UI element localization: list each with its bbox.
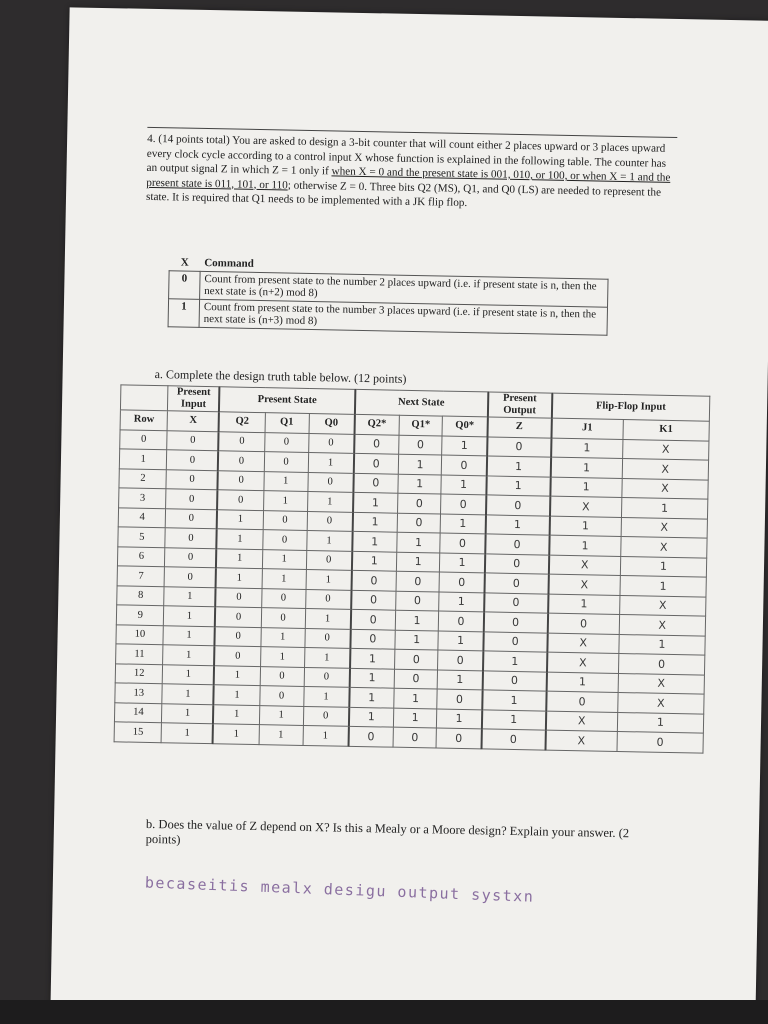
truth-cell: 1 bbox=[438, 670, 483, 690]
truth-cell: 7 bbox=[117, 566, 165, 586]
truth-cell: 1 bbox=[349, 668, 394, 688]
truth-cell: 2 bbox=[119, 468, 167, 488]
truth-cell: 14 bbox=[114, 702, 162, 722]
col-header: Q0* bbox=[442, 416, 487, 436]
truth-cell: 9 bbox=[116, 605, 164, 625]
problem-statement bbox=[146, 127, 677, 215]
truth-table bbox=[114, 384, 711, 753]
truth-cell: 0 bbox=[441, 494, 486, 514]
truth-cell: 15 bbox=[114, 722, 162, 742]
truth-cell: 1 bbox=[352, 512, 397, 532]
truth-cell: 0 bbox=[546, 691, 618, 712]
truth-cell: 1 bbox=[485, 514, 549, 535]
truth-cell: 1 bbox=[350, 648, 395, 668]
truth-cell: 1 bbox=[481, 709, 545, 730]
problem-condition: when X = 0 and the present state is 001, 010, or 100, or when X = 1 and the present state is 011, 101, or 110 bbox=[146, 165, 671, 192]
desk-background bbox=[0, 1000, 768, 1024]
truth-cell: 1 bbox=[621, 498, 708, 519]
col-header: Row bbox=[120, 410, 168, 430]
truth-cell: 0 bbox=[260, 666, 304, 686]
truth-cell: 1 bbox=[548, 594, 620, 615]
group-header-present-state: Present State bbox=[219, 387, 355, 415]
truth-cell: 1 bbox=[441, 475, 486, 495]
truth-cell: 1 bbox=[213, 724, 259, 744]
truth-cell: 0 bbox=[167, 430, 219, 450]
col-header: J1 bbox=[551, 418, 623, 439]
truth-cell: 1 bbox=[440, 553, 485, 573]
truth-cell: 0 bbox=[393, 727, 437, 747]
truth-cell: 1 bbox=[482, 690, 546, 711]
truth-cell: 1 bbox=[549, 516, 621, 537]
truth-cell: 1 bbox=[437, 709, 482, 729]
truth-cell: 1 bbox=[308, 452, 354, 472]
truth-cell: 0 bbox=[218, 451, 264, 471]
truth-cell: 4 bbox=[118, 507, 166, 527]
truth-cell: 0 bbox=[442, 455, 487, 475]
truth-cell: 0 bbox=[353, 473, 398, 493]
truth-cell: 0 bbox=[354, 434, 399, 454]
truth-cell: 0 bbox=[264, 452, 308, 472]
truth-cell: X bbox=[548, 555, 620, 576]
col-header: Q1* bbox=[399, 415, 443, 435]
truth-cell: 1 bbox=[259, 705, 303, 725]
truth-cell: 0 bbox=[261, 608, 305, 628]
truth-cell: 0 bbox=[487, 436, 551, 457]
truth-cell: 0 bbox=[397, 493, 441, 513]
truth-cell: 1 bbox=[620, 556, 707, 577]
truth-cell: 1 bbox=[441, 514, 486, 534]
truth-cell: X bbox=[548, 574, 620, 595]
truth-cell: 1 bbox=[260, 627, 304, 647]
truth-cell: X bbox=[617, 692, 704, 713]
truth-cell: 5 bbox=[118, 527, 166, 547]
truth-cell: 1 bbox=[162, 723, 214, 743]
truth-cell: 1 bbox=[442, 436, 487, 456]
truth-cell: X bbox=[622, 459, 709, 480]
truth-cell: 1 bbox=[306, 569, 352, 589]
col-header: Q1 bbox=[265, 413, 309, 433]
truth-cell: 0 bbox=[304, 667, 350, 687]
truth-cell: 1 bbox=[352, 551, 397, 571]
truth-cell: 1 bbox=[349, 687, 394, 707]
truth-cell: 0 bbox=[440, 533, 485, 553]
truth-cell: X bbox=[621, 517, 708, 538]
truth-cell: 1 bbox=[263, 491, 307, 511]
truth-cell: 1 bbox=[438, 631, 483, 651]
truth-cell: 1 bbox=[304, 647, 350, 667]
truth-cell: 0 bbox=[483, 612, 547, 633]
command-x-header: X bbox=[180, 256, 189, 269]
truth-cell: 1 bbox=[260, 647, 304, 667]
truth-cell: 0 bbox=[436, 728, 481, 748]
command-x: 0 bbox=[169, 270, 201, 299]
col-header: K1 bbox=[623, 420, 710, 441]
truth-cell: 0 bbox=[483, 631, 547, 652]
truth-cell: X bbox=[622, 478, 709, 499]
truth-cell: 0 bbox=[395, 591, 439, 611]
truth-cell: 1 bbox=[259, 725, 303, 745]
truth-cell: 1 bbox=[307, 491, 353, 511]
truth-cell: 0 bbox=[484, 592, 548, 613]
truth-cell: 0 bbox=[353, 453, 398, 473]
truth-cell: X bbox=[545, 730, 617, 751]
truth-cell: 0 bbox=[262, 530, 306, 550]
truth-cell: 0 bbox=[481, 729, 545, 750]
truth-cell: 0 bbox=[215, 626, 261, 646]
truth-cell: 11 bbox=[116, 644, 164, 664]
truth-cell: 0 bbox=[398, 435, 442, 455]
truth-cell: 0 bbox=[486, 495, 550, 516]
truth-cell: 1 bbox=[546, 672, 618, 693]
truth-cell: 0 bbox=[484, 573, 548, 594]
truth-cell: 1 bbox=[396, 552, 440, 572]
truth-cell: 1 bbox=[549, 535, 621, 556]
truth-cell: 1 bbox=[306, 530, 352, 550]
truth-cell: X bbox=[545, 711, 617, 732]
truth-cell: 1 bbox=[398, 474, 442, 494]
group-header-flipflop: Flip-Flop Input bbox=[551, 393, 709, 421]
truth-cell: 0 bbox=[482, 670, 546, 691]
truth-cell: 1 bbox=[217, 509, 263, 529]
truth-cell: 0 bbox=[264, 432, 308, 452]
truth-cell: 1 bbox=[393, 708, 437, 728]
truth-cell: 0 bbox=[305, 589, 351, 609]
command-text: Count from present state to the number 2 places upward (i.e. if present state is n, then the next state is (n+2) mod 8) bbox=[200, 271, 608, 307]
truth-cell: 1 bbox=[617, 712, 704, 733]
problem-number: 4. bbox=[147, 132, 156, 145]
group-header-output: Present Output bbox=[487, 392, 551, 418]
truth-cell: 1 bbox=[162, 703, 214, 723]
truth-cell: 0 bbox=[218, 470, 264, 490]
truth-cell: 0 bbox=[304, 628, 350, 648]
truth-cell: 1 bbox=[163, 664, 215, 684]
truth-cell: 1 bbox=[163, 625, 215, 645]
truth-cell: 8 bbox=[117, 585, 165, 605]
truth-cell: 0 bbox=[547, 613, 619, 634]
truth-cell: 10 bbox=[116, 624, 164, 644]
truth-cell: 0 bbox=[351, 570, 396, 590]
truth-cell: 0 bbox=[439, 611, 484, 631]
truth-cell: 0 bbox=[216, 587, 262, 607]
truth-cell: 0 bbox=[167, 450, 219, 470]
truth-cell: 1 bbox=[217, 529, 263, 549]
truth-cell: 1 bbox=[263, 471, 307, 491]
truth-cell: 1 bbox=[551, 438, 623, 459]
truth-cell: 0 bbox=[307, 511, 353, 531]
truth-cell: 1 bbox=[395, 630, 439, 650]
truth-cell: 0 bbox=[438, 650, 483, 670]
truth-cell: 1 bbox=[303, 725, 349, 745]
truth-cell: 1 bbox=[162, 684, 214, 704]
truth-cell: 1 bbox=[216, 568, 262, 588]
truth-cell: 0 bbox=[261, 588, 305, 608]
truth-cell: 0 bbox=[350, 609, 395, 629]
truth-cell: 0 bbox=[437, 689, 482, 709]
truth-cell: 1 bbox=[164, 586, 216, 606]
truth-cell: 6 bbox=[117, 546, 165, 566]
truth-cell: 1 bbox=[349, 707, 394, 727]
part-b-question: b. Does the value of Z depend on X? Is this a Mealy or a Moore design? Explain your answer. (2 points) bbox=[145, 816, 630, 847]
truth-cell: 1 bbox=[397, 532, 441, 552]
truth-cell: 0 bbox=[263, 510, 307, 530]
truth-cell: 1 bbox=[395, 610, 439, 630]
truth-cell: X bbox=[550, 496, 622, 517]
truth-cell: 0 bbox=[218, 490, 264, 510]
truth-cell: 1 bbox=[439, 592, 484, 612]
truth-cell: 0 bbox=[259, 686, 303, 706]
truth-cell: 0 bbox=[308, 433, 354, 453]
command-header: Command bbox=[204, 256, 254, 270]
col-header: Q2 bbox=[219, 412, 265, 432]
command-text: Count from present state to the number 3 places upward (i.e. if present state is n, then the next state is (n+3) mod 8) bbox=[199, 299, 607, 335]
truth-cell: 3 bbox=[119, 488, 167, 508]
truth-cell: 0 bbox=[396, 571, 440, 591]
col-header: X bbox=[168, 411, 220, 431]
truth-cell: 1 bbox=[213, 704, 259, 724]
col-header: Z bbox=[487, 417, 551, 438]
command-table bbox=[168, 255, 609, 335]
problem-text-1: (14 points total) You are asked to design a 3-bit counter that will count either 2 places upward or 3 places upward every clock cycle according to a control input X whose function is explained in the following table. The counter has an output signal Z in which Z = 1 only if bbox=[146, 133, 667, 178]
paper-sheet bbox=[50, 7, 768, 1020]
truth-cell: 0 bbox=[307, 472, 353, 492]
handwritten-answer: becaseitis mealx desigu output systxn bbox=[144, 873, 535, 906]
truth-cell: 13 bbox=[115, 683, 163, 703]
truth-cell: 1 bbox=[486, 456, 550, 477]
truth-cell: 0 bbox=[166, 469, 218, 489]
truth-cell: 1 bbox=[262, 569, 306, 589]
truth-cell: 1 bbox=[163, 645, 215, 665]
col-header: Q0 bbox=[309, 413, 355, 433]
problem-text-2: ; otherwise Z = 0. Three bits Q2 (MS), Q1, and Q0 (LS) are needed to represent the state. It is required that Q1 needs to be implemented with a JK flip flop. bbox=[145, 179, 662, 209]
truth-cell: 0 bbox=[215, 646, 261, 666]
truth-cell: 1 bbox=[483, 651, 547, 672]
truth-cell: 1 bbox=[216, 548, 262, 568]
truth-cell: 0 bbox=[165, 547, 217, 567]
truth-cell: X bbox=[619, 595, 706, 616]
truth-cell: 1 bbox=[352, 531, 397, 551]
col-header: Q2* bbox=[354, 414, 399, 434]
truth-cell: 0 bbox=[165, 528, 217, 548]
truth-cell: 0 bbox=[439, 572, 484, 592]
command-x: 1 bbox=[168, 298, 200, 327]
truth-cell: 1 bbox=[119, 449, 167, 469]
part-a-question: a. Complete the design truth table below. (12 points) bbox=[154, 367, 407, 386]
truth-cell: 1 bbox=[550, 477, 622, 498]
truth-cell: 1 bbox=[620, 575, 707, 596]
truth-cell: 1 bbox=[303, 686, 349, 706]
truth-cell: 1 bbox=[305, 608, 351, 628]
truth-cell: X bbox=[619, 614, 706, 635]
truth-cell: 0 bbox=[397, 513, 441, 533]
truth-cell: 0 bbox=[120, 429, 168, 449]
truth-cell: 1 bbox=[214, 665, 260, 685]
truth-cell: X bbox=[547, 633, 619, 654]
blank-header bbox=[120, 385, 168, 411]
truth-cell: 1 bbox=[262, 549, 306, 569]
truth-cell: 0 bbox=[394, 649, 438, 669]
truth-cell: 12 bbox=[115, 663, 163, 683]
truth-cell: 0 bbox=[348, 726, 393, 746]
truth-cell: X bbox=[618, 673, 705, 694]
truth-cell: 0 bbox=[166, 489, 218, 509]
truth-cell: 0 bbox=[351, 590, 396, 610]
truth-cell: 0 bbox=[215, 607, 261, 627]
truth-cell: 0 bbox=[617, 731, 704, 752]
truth-cell: 0 bbox=[303, 706, 349, 726]
truth-cell: 0 bbox=[219, 431, 265, 451]
truth-cell: 0 bbox=[394, 669, 438, 689]
truth-cell: 1 bbox=[353, 492, 398, 512]
truth-cell: X bbox=[622, 439, 709, 460]
truth-cell: 1 bbox=[214, 685, 260, 705]
truth-cell: 0 bbox=[166, 508, 218, 528]
truth-cell: 0 bbox=[350, 629, 395, 649]
truth-cell: 1 bbox=[486, 475, 550, 496]
truth-cell: X bbox=[620, 537, 707, 558]
truth-cell: 1 bbox=[619, 634, 706, 655]
truth-cell: 0 bbox=[618, 653, 705, 674]
truth-cell: 0 bbox=[165, 567, 217, 587]
group-header-input: Present Input bbox=[168, 386, 220, 412]
group-header-next-state: Next State bbox=[355, 389, 488, 417]
truth-cell: 1 bbox=[164, 606, 216, 626]
truth-cell: X bbox=[547, 652, 619, 673]
truth-cell: 0 bbox=[485, 534, 549, 555]
truth-cell: 0 bbox=[306, 550, 352, 570]
truth-cell: 1 bbox=[398, 454, 442, 474]
truth-cell: 0 bbox=[484, 553, 548, 574]
truth-cell: 1 bbox=[550, 457, 622, 478]
truth-cell: 1 bbox=[394, 688, 438, 708]
